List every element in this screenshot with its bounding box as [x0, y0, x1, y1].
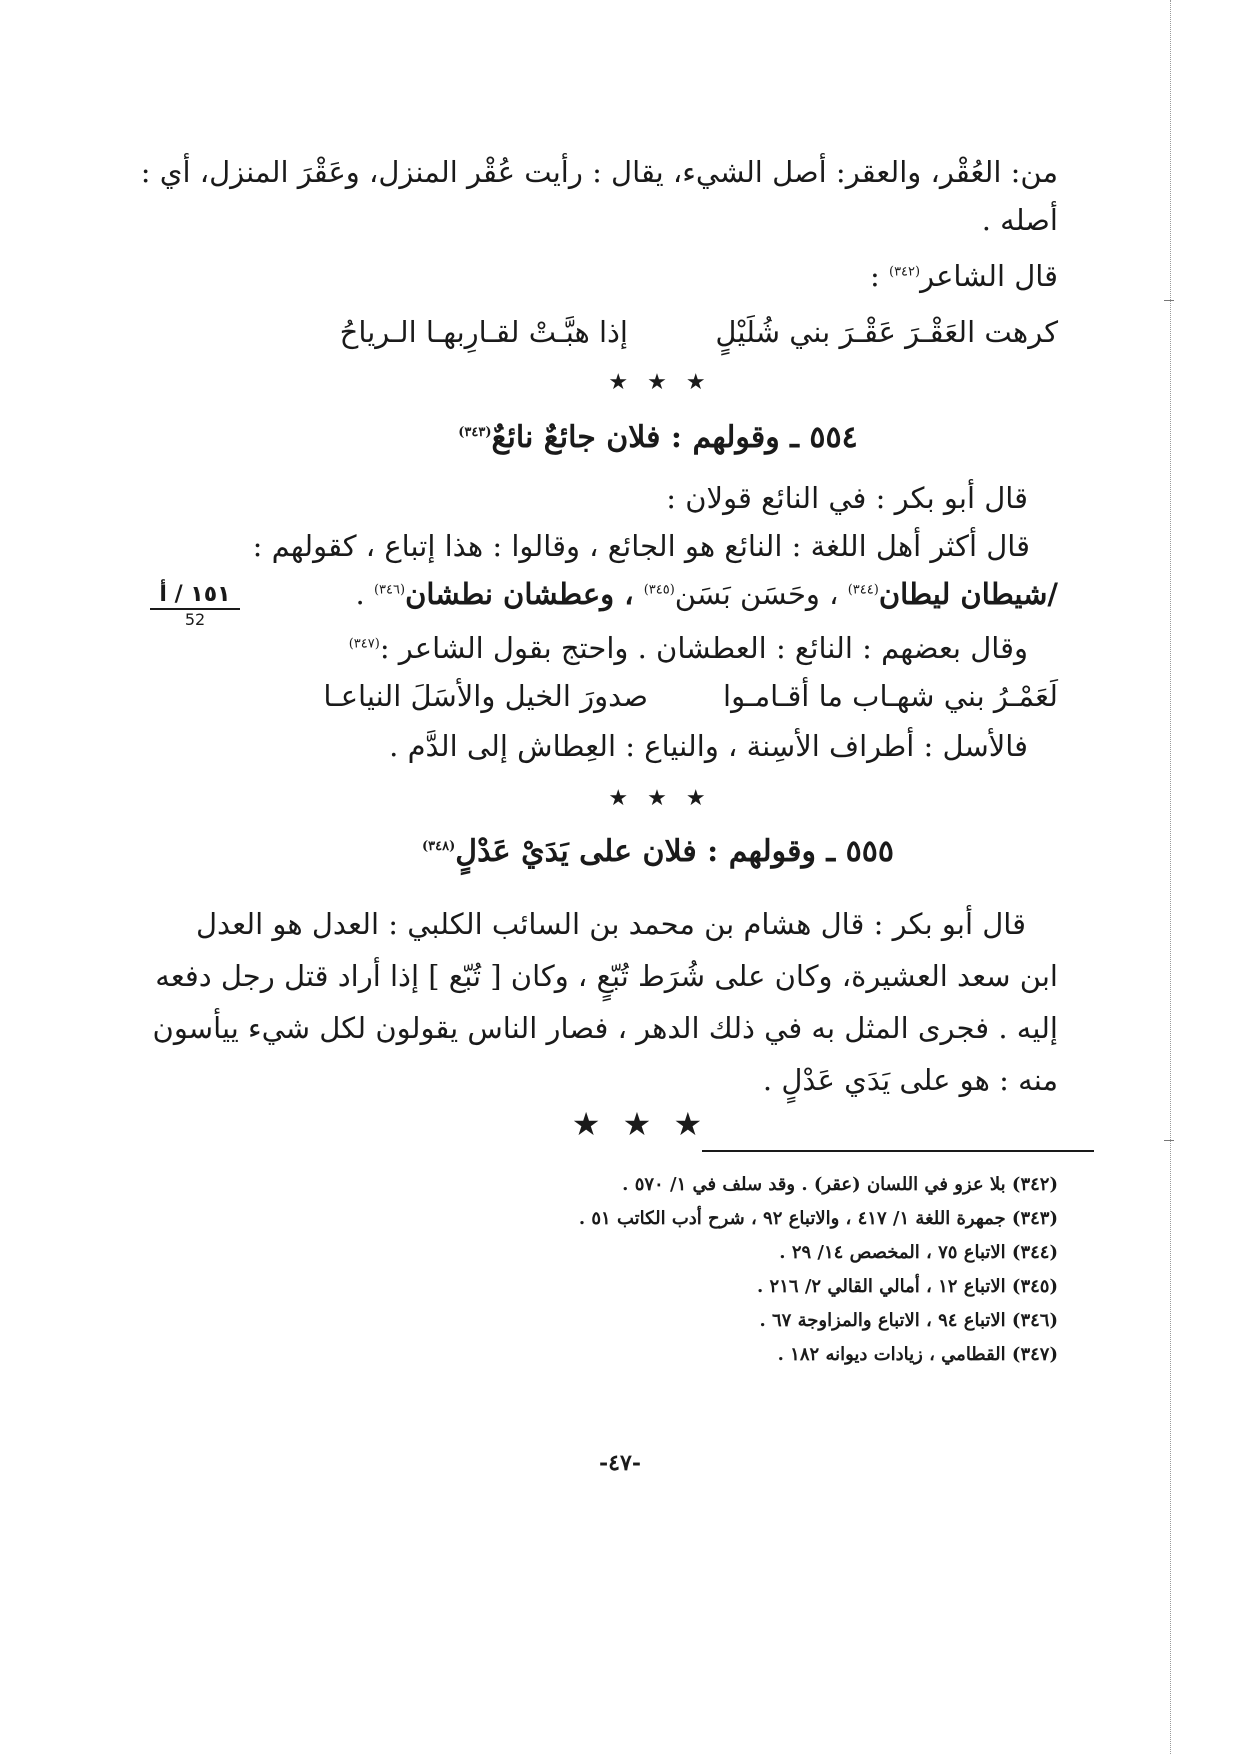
section-554-heading — [258, 418, 1058, 458]
edge-tick — [1164, 300, 1174, 301]
page-number: -٤٧- — [599, 1450, 641, 1476]
body-line: فالأسل : أطراف الأسِنة ، والنياع : العِطاش إلى الدَّم . — [389, 729, 1028, 763]
section-555-title: ٥٥٥ ـ وقولهم : فلان على يَدَيْ عَدْلٍ — [455, 834, 894, 869]
poet-intro — [870, 256, 1058, 296]
body-line: من: العُقْر، والعقر: أصل الشيء، يقال : رأيت عُقْر المنزل، وعَقْرَ المنزل، أي : — [140, 155, 1058, 189]
body-line: قال أكثر أهل اللغة : النائع هو الجائع ، وقالوا : هذا إتباع ، كقولهم : — [252, 529, 1030, 563]
phrase-shaytan-laytan: /شيطان ليطان — [878, 577, 1058, 611]
body-line: قال أبو بكر : في النائع قولان : — [666, 481, 1028, 515]
section-555-heading — [258, 832, 1058, 872]
body-line: إليه . فجرى المثل به في ذلك الدهر ، فصار الناس يقولون لكل شيء ييأسون — [152, 1011, 1058, 1045]
footnote-ref: (٣٤٤) — [847, 582, 879, 598]
poet-intro-colon: : — [869, 259, 889, 293]
verse-2-first-hemistich: لَعَمْـرُ بني شهـاب ما أقـامـوا — [723, 679, 1058, 713]
footnote-ref: (٣٤٥) — [643, 582, 675, 598]
section-554-title: ٥٥٤ ـ وقولهم : فلان جائعٌ نائعٌ — [491, 420, 858, 455]
body-line: أصله . — [981, 203, 1058, 237]
verse-1-first-hemistich: كرهت العَقْـرَ عَقْـرَ بني شُلَيْلٍ — [715, 315, 1058, 349]
body-line — [349, 628, 1028, 668]
body-line: منه : هو على يَدَي عَدْلٍ . — [762, 1063, 1058, 1097]
footnote-ref: (٣٤٧) — [348, 636, 380, 652]
manuscript-page: 52 — [184, 610, 206, 629]
body-line — [356, 574, 1058, 614]
footnote-ref: (٣٤٦) — [373, 582, 406, 598]
line-end: . — [355, 577, 374, 611]
folio-number: ١٥١ / أ — [150, 582, 240, 610]
body-line: ابن سعد العشيرة، وكان على شُرَط تُبّعٍ ، وكان [ تُبّع ] إذا أراد قتل رجل دفعه — [155, 959, 1058, 993]
section-separator: ★ ★ ★ — [608, 786, 712, 811]
footnote: (٣٤٢) بلا عزو في اللسان (عقر) . وقد سلف في ١/ ٥٧٠ . — [622, 1174, 1058, 1195]
footnote-ref: (٣٤٣) — [458, 425, 492, 440]
verse-1 — [270, 312, 1058, 352]
section-separator: ★ ★ ★ — [608, 370, 712, 395]
footnote-ref: (٣٤٢) — [888, 264, 921, 280]
footnote: (٣٤٥) الاتباع ١٢ ، أمالي القالي ٢/ ٢١٦ . — [756, 1276, 1058, 1297]
phrase-atshan-natshan: ، وعطشان نطشان — [405, 577, 644, 611]
page-edge-line — [1170, 0, 1171, 1754]
footnote: (٣٤٧) القطامي ، زيادات ديوانه ١٨٢ . — [777, 1344, 1058, 1365]
edge-tick — [1164, 1140, 1174, 1141]
verse-2 — [290, 676, 1058, 716]
footnote: (٣٤٦) الاتباع ٩٤ ، الاتباع والمزاوجة ٦٧ . — [759, 1310, 1058, 1331]
phrase-hasan-basan: ، وحَسَن بَسَن — [674, 577, 848, 611]
end-separator: ★ ★ ★ — [571, 1105, 709, 1143]
verse-2-second-hemistich: صدورَ الخيل والأسَلَ النياعـا — [323, 679, 648, 713]
body-text: وقال بعضهم : النائع : العطشان . واحتج بقول الشاعر : — [379, 631, 1028, 665]
poet-intro-text: قال الشاعر — [920, 259, 1058, 293]
footnote-ref: (٣٤٨) — [422, 839, 456, 854]
verse-1-second-hemistich: إذا هبَّـتْ لقـارِبهـا الـرياحُ — [339, 315, 628, 349]
footnote: (٣٤٣) جمهرة اللغة ١/ ٤١٧ ، والاتباع ٩٢ ، شرح أدب الكاتب ٥١ . — [578, 1208, 1058, 1229]
manuscript-folio-ref — [150, 582, 240, 630]
body-line: قال أبو بكر : قال هشام بن محمد بن السائب الكلبي : العدل هو العدل — [195, 907, 1026, 941]
footnote: (٣٤٤) الاتباع ٧٥ ، المخصص ١٤/ ٢٩ . — [779, 1242, 1058, 1263]
footnote-rule — [702, 1150, 1094, 1152]
